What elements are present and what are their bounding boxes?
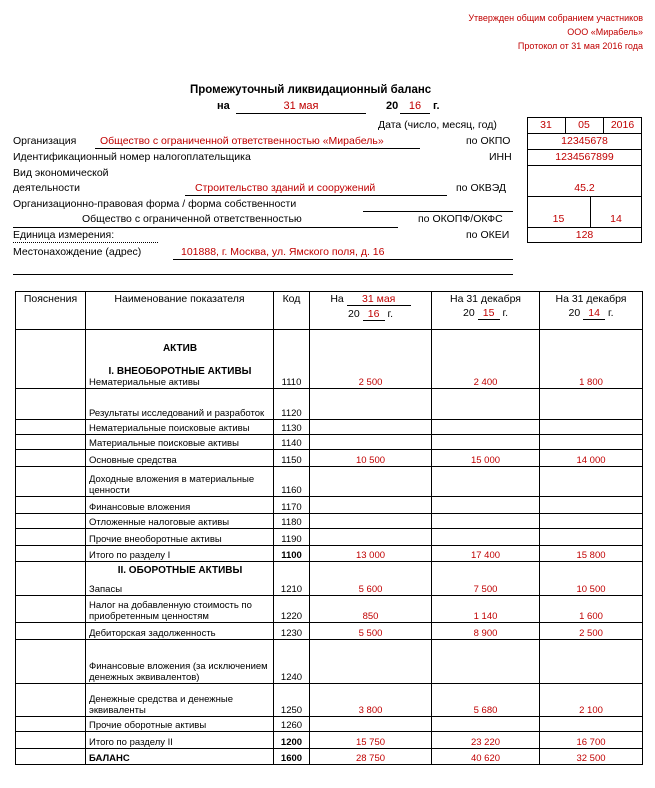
title-g: г. [433,100,440,112]
row-notes-cell [16,546,86,562]
row-name-cell [86,420,274,435]
address-label: Местонахождение (адрес) [13,246,142,258]
row-value-period-3: 14 000 [540,450,643,467]
row-value-period-1: 3 800 [310,684,432,717]
row-value-period-3: 16 700 [540,732,643,749]
date-day-value: 31 [540,119,552,131]
col3-prefix: На 31 декабря [555,293,627,305]
legal-form-underline-2 [13,227,398,228]
row-name: Доходные вложения в материальные ценности [89,474,255,496]
row-notes-cell [16,732,86,749]
row-value-period-1: 10 500 [310,450,432,467]
col1-year: 16 [363,309,385,321]
legal-form-label: Организационно-правовая форма / форма собственности [13,198,297,210]
okfs-value: 14 [610,213,622,225]
row-notes-cell [16,717,86,732]
row-value-period-3 [540,529,643,546]
row-name: Финансовые вложения (за исключением денежных эквивалентов) [89,661,268,683]
row-code: 1200 [274,732,310,749]
row-name: Дебиторская задолженность [89,628,216,639]
inn-label-left: Идентификационный номер налогоплательщика [13,151,251,163]
row-name: Отложенные налоговые активы [89,517,230,528]
row-value-period-2 [432,467,540,497]
activity-label-1: Вид экономической [13,167,109,179]
row-value-period-1 [310,435,432,450]
table-row [16,389,643,420]
row-value-period-3 [540,420,643,435]
row-name-cell [86,717,274,732]
legal-form-underline-1 [363,211,513,212]
okei-label: по ОКЕИ [466,229,510,241]
col3-year-prefix: 20 [568,307,581,319]
okpo-value: 12345678 [561,135,608,147]
row-name-cell [86,529,274,546]
row-value-period-3 [540,389,643,420]
table-row [16,640,643,684]
legal-form-value: Общество с ограниченной ответственностью [82,213,302,225]
row-notes-cell [16,435,86,450]
date-year-value: 2016 [610,119,635,131]
approval-line-3: Протокол от 31 мая 2016 года [517,41,643,51]
title-na: на [217,100,230,112]
row-name-cell [86,435,274,450]
table-row [16,467,643,497]
col1-g: г. [387,308,393,320]
row-code: 1160 [274,467,310,497]
page-title: Промежуточный ликвидационный баланс [190,84,432,96]
row-value-period-2 [432,640,540,684]
row-value-period-3: 2 500 [540,623,643,640]
row-value-period-3 [540,640,643,684]
okopf-value: 15 [552,213,565,225]
row-value-period-3 [540,717,643,732]
row-value-period-2 [432,420,540,435]
row-value-period-2: 15 000 [432,450,540,467]
table-row [16,623,643,640]
title-year-underline [400,113,430,114]
table-row [16,420,643,435]
table-row [16,435,643,450]
date-month-value: 05 [578,119,590,131]
row-name-cell [86,546,274,562]
col1-year-prefix: 20 [348,308,360,320]
row-value-period-2: 1 140 [432,596,540,623]
col3-g: г. [608,307,614,319]
row-value-period-2 [432,514,540,529]
row-value-period-2: 5 680 [432,684,540,717]
row-value-period-3: 1 800 [540,330,643,389]
row-name-cell [86,514,274,529]
row-code: 1150 [274,450,310,467]
table-row [16,684,643,717]
col-period-1-header [310,292,432,330]
row-name: Итого по разделу II [89,737,173,748]
table-row [16,562,643,596]
row-name: Прочие внеоборотные активы [89,534,222,545]
unit-underline [13,242,158,243]
row-notes-cell [16,420,86,435]
table-row [16,717,643,732]
row-code: 1100 [274,546,310,562]
row-value-period-1: 5 500 [310,623,432,640]
row-notes-cell [16,330,86,389]
row-notes-cell [16,684,86,717]
okved-label: по ОКВЭД [456,182,507,194]
row-value-period-2: 23 220 [432,732,540,749]
row-notes-cell [16,514,86,529]
balance-table [15,291,643,765]
row-value-period-2 [432,497,540,514]
row-name-cell [86,640,274,684]
approval-line-1: Утвержден общим собранием участников [468,13,643,23]
activity-value: Строительство зданий и сооружений [195,182,376,194]
section-2-heading: II. ОБОРОТНЫЕ АКТИВЫ [117,565,243,576]
row-code: 1600 [274,749,310,765]
org-label: Организация [13,135,77,147]
codes-row-divider [527,227,642,228]
row-name: Основные средства [89,455,177,466]
address-underline-2 [13,274,513,275]
row-code: 1210 [274,562,310,596]
row-name: Нематериальные поисковые активы [89,423,250,434]
okei-value: 128 [575,229,594,241]
row-value-period-2: 40 620 [432,749,540,765]
col-notes-header: Пояснения [16,292,86,330]
row-name: БАЛАНС [89,753,130,764]
okved-value: 45.2 [574,182,595,194]
row-value-period-1 [310,389,432,420]
col1-prefix: На [330,293,344,305]
row-code: 1190 [274,529,310,546]
row-notes-cell [16,529,86,546]
row-value-period-2: 2 400 [432,330,540,389]
row-name: Результаты исследований и разработок [89,408,265,419]
row-name: Финансовые вложения [89,502,191,513]
row-value-period-3: 2 100 [540,684,643,717]
title-date-underline [236,113,366,114]
row-value-period-2 [432,529,540,546]
row-value-period-1 [310,497,432,514]
row-value-period-3: 32 500 [540,749,643,765]
inn-value: 1234567899 [555,151,614,163]
row-code: 1130 [274,420,310,435]
approval-block [468,11,643,53]
row-code: 1140 [274,435,310,450]
row-value-period-3: 1 600 [540,596,643,623]
row-name-cell [86,497,274,514]
row-code: 1240 [274,640,310,684]
row-notes-cell [16,497,86,514]
row-value-period-2: 8 900 [432,623,540,640]
title-date: 31 мая [283,100,319,112]
col2-g: г. [502,307,508,319]
row-code: 1170 [274,497,310,514]
row-name: Нематериальные активы [89,377,200,388]
row-notes-cell [16,450,86,467]
row-code: 1260 [274,717,310,732]
row-value-period-2 [432,435,540,450]
row-value-period-3 [540,435,643,450]
table-row [16,529,643,546]
org-value: Общество с ограниченной ответственностью «Мирабель» [100,135,384,147]
row-value-period-1: 850 [310,596,432,623]
row-notes-cell [16,749,86,765]
row-notes-cell [16,623,86,640]
col2-year: 15 [478,308,500,320]
row-code: 1120 [274,389,310,420]
codes-row-divider [527,165,642,166]
row-value-period-1: 2 500 [310,330,432,389]
codes-row-divider [527,133,642,134]
table-row [16,749,643,765]
table-row [16,497,643,514]
okpo-label: по ОКПО [466,135,511,147]
row-name: Материальные поисковые активы [89,438,239,449]
unit-label: Единица измерения: [13,229,115,241]
approval-line-2: ООО «Мирабель» [567,27,643,37]
row-code: 1110 [274,330,310,389]
codes-row-divider [527,149,642,150]
col-name-header: Наименование показателя [86,292,274,330]
title-year: 16 [408,100,422,112]
row-notes-cell [16,596,86,623]
address-underline-1 [173,259,513,260]
col-code-header: Код [274,292,310,330]
row-notes-cell [16,389,86,420]
table-header-row [16,292,643,330]
section-1-heading: I. ВНЕОБОРОТНЫЕ АКТИВЫ [108,366,252,377]
row-value-period-1 [310,467,432,497]
row-value-period-3 [540,467,643,497]
activity-label-2: деятельности [13,182,80,194]
row-name-cell [86,623,274,640]
balance-rows [16,330,643,765]
row-name: Итого по разделу I [89,550,171,561]
row-name: Денежные средства и денежные эквиваленты [89,694,234,716]
row-value-period-1: 28 750 [310,749,432,765]
row-code: 1230 [274,623,310,640]
title-year-prefix: 20 [386,100,399,112]
col-period-3-header [540,292,643,330]
table-row [16,450,643,467]
row-name-cell [86,684,274,717]
okopf-label: по ОКОПФ/ОКФС [418,213,503,225]
row-name: Прочие оборотные активы [89,720,207,731]
row-name-cell [86,389,274,420]
col2-prefix: На 31 декабря [450,293,521,305]
table-row [16,596,643,623]
row-value-period-3 [540,514,643,529]
row-name-cell [86,732,274,749]
row-name-cell [86,749,274,765]
org-underline [95,148,420,149]
row-value-period-1 [310,640,432,684]
row-value-period-1 [310,717,432,732]
col1-date: 31 мая [347,294,411,306]
row-name-cell [86,596,274,623]
row-value-period-3: 10 500 [540,562,643,596]
row-value-period-2: 7 500 [432,562,540,596]
address-value: 101888, г. Москва, ул. Ямского поля, д. 16 [181,246,385,258]
row-value-period-1: 13 000 [310,546,432,562]
table-row [16,546,643,562]
col3-year: 14 [583,308,605,320]
row-value-period-2: 17 400 [432,546,540,562]
inn-label: ИНН [489,151,512,163]
row-value-period-1: 5 600 [310,562,432,596]
row-name: Налог на добавленную стоимость по приобретенным ценностям [89,600,252,622]
table-row [16,732,643,749]
row-value-period-3: 15 800 [540,546,643,562]
row-code: 1220 [274,596,310,623]
row-value-period-3 [540,497,643,514]
row-name-cell [86,450,274,467]
row-name-cell [86,330,274,389]
row-value-period-2 [432,717,540,732]
col-period-2-header [432,292,540,330]
row-name-cell [86,562,274,596]
section-asset-heading: АКТИВ [162,343,198,354]
row-code: 1180 [274,514,310,529]
row-notes-cell [16,640,86,684]
row-value-period-1 [310,514,432,529]
codes-row-divider [527,196,642,197]
table-row [16,330,643,389]
row-name-cell [86,467,274,497]
activity-underline [185,195,447,196]
row-value-period-1 [310,529,432,546]
row-code: 1250 [274,684,310,717]
col2-year-prefix: 20 [463,307,475,319]
date-label: Дата (число, месяц, год) [378,119,497,131]
row-name: Запасы [89,584,123,595]
row-value-period-1 [310,420,432,435]
table-row [16,514,643,529]
row-value-period-1: 15 750 [310,732,432,749]
row-value-period-2 [432,389,540,420]
row-notes-cell [16,467,86,497]
row-notes-cell [16,562,86,596]
